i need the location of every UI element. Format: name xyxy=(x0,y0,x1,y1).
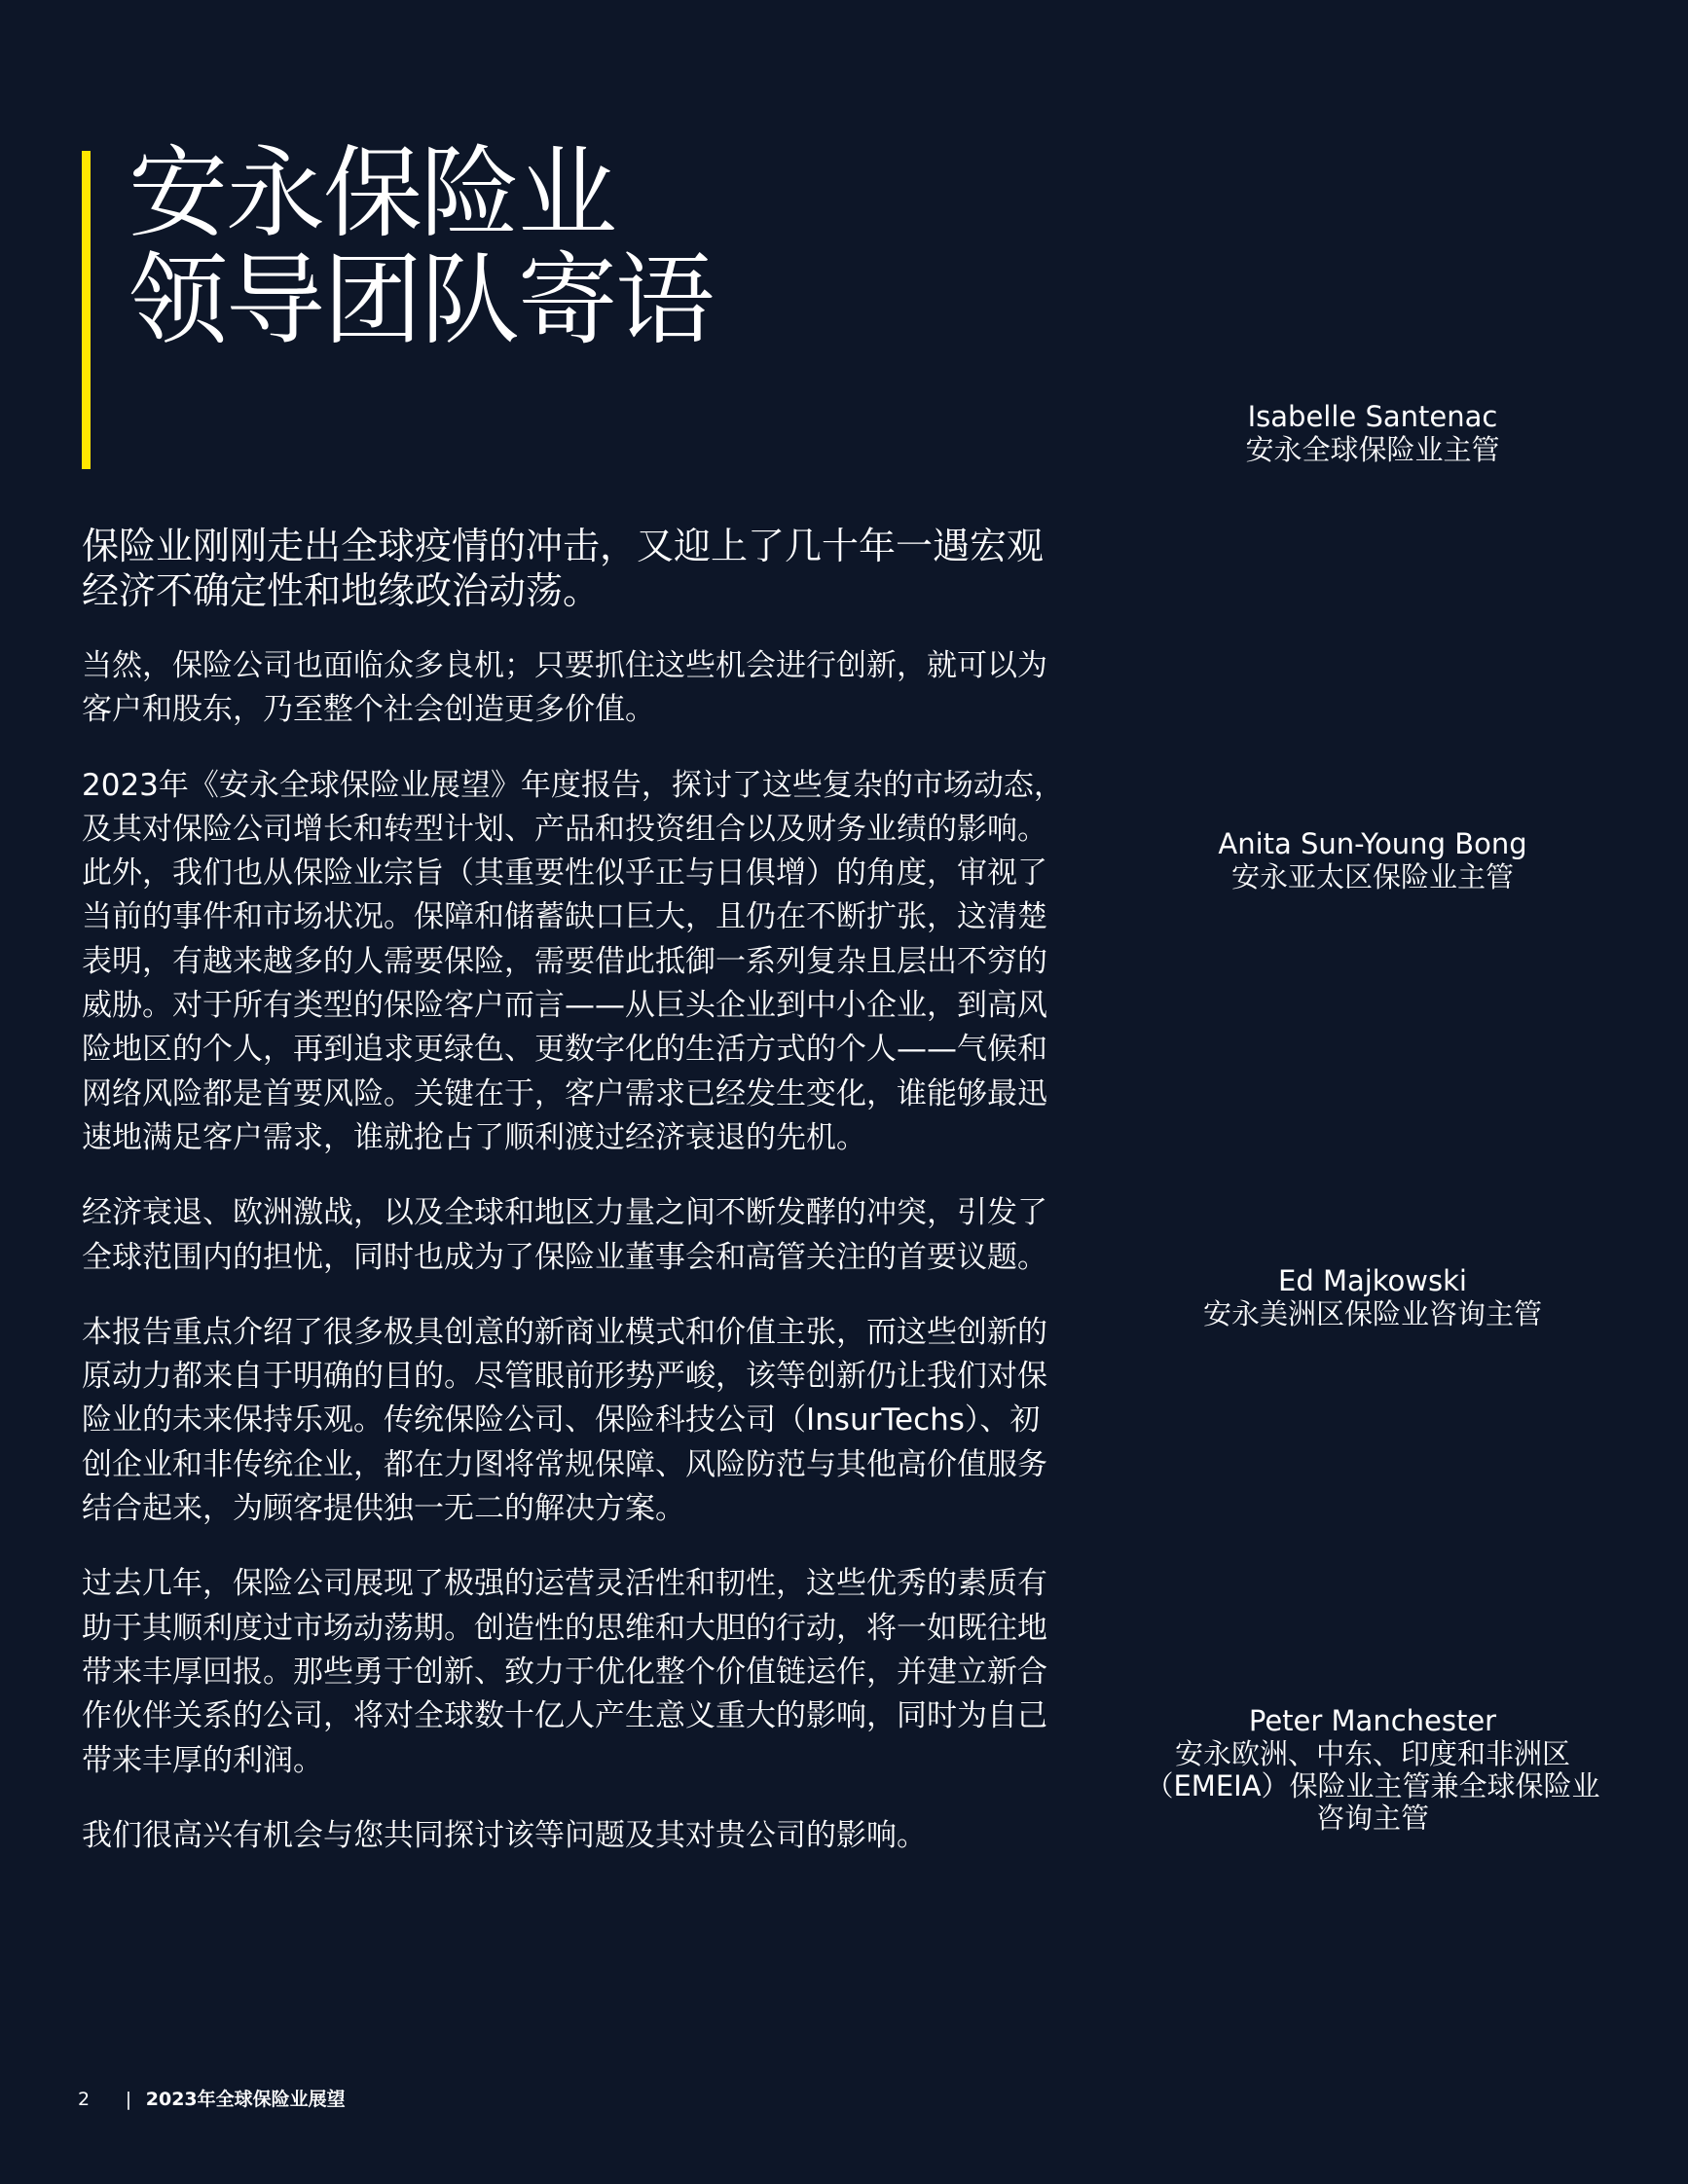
title-accent-bar xyxy=(82,151,91,469)
leader-role: 安永欧洲、中东、印度和非洲区 （EMEIA）保险业主管兼全球保险业 咨询主管 xyxy=(1145,1737,1600,1835)
page-number: 2 xyxy=(78,2089,91,2110)
page-title-line-1: 安永保险业 xyxy=(128,136,615,252)
body-paragraph-5: 过去几年，保险公司展现了极强的运营灵活性和韧性，这些优秀的素质有助于其顺利度过市场动荡期。创造性的思维和大胆的行动，将一如既往地带来丰厚回报。那些勇于创新、致力于优化整个价值链运作，并建立新合作伙伴关系的公司，将对全球数十亿人产生意义重大的影响，同时为自己带来丰厚的利润。 xyxy=(82,1566,1047,1778)
main-column xyxy=(82,524,1065,1889)
leader-name: Isabelle Santenac xyxy=(1247,400,1498,433)
leader-card-ed-majkowski xyxy=(1139,1263,1606,1330)
page-footer xyxy=(78,2085,346,2111)
body-paragraph-1: 当然，保险公司也面临众多良机；只要抓住这些机会进行创新，就可以为客户和股东，乃至整个社会创造更多价值。 xyxy=(82,648,1047,728)
body-paragraph-6: 我们很高兴有机会与您共同探讨该等问题及其对贵公司的影响。 xyxy=(82,1817,927,1853)
leader-role: 安永亚太区保险业主管 xyxy=(1230,860,1514,893)
page-title-line-2: 领导团队寄语 xyxy=(128,243,713,359)
leader-role: 安永全球保险业主管 xyxy=(1245,433,1500,466)
footer-separator: | xyxy=(125,2089,132,2110)
lead-paragraph: 保险业刚刚走出全球疫情的冲击，又迎上了几十年一遇宏观经济不确定性和地缘政治动荡。 xyxy=(82,525,1045,612)
leader-name: Ed Majkowski xyxy=(1278,1264,1467,1297)
publication-title: 2023年全球保险业展望 xyxy=(145,2089,346,2110)
leader-name: Peter Manchester xyxy=(1248,1704,1497,1737)
leader-card-isabelle-santenac xyxy=(1139,399,1606,466)
page-title xyxy=(128,136,713,359)
leader-role: 安永美洲区保险业咨询主管 xyxy=(1202,1297,1542,1330)
leader-card-anita-sun-young-bong xyxy=(1139,826,1606,893)
body-paragraph-2: 2023年《安永全球保险业展望》年度报告，探讨了这些复杂的市场动态，及其对保险公司增长和转型计划、产品和投资组合以及财务业绩的影响。此外，我们也从保险业宗旨（其重要性似乎正与日俱增）的角度，审视了当前的事件和市场状况。保障和储蓄缺口巨大，且仍在不断扩张，这清楚表明，有越来越多的人需要保险，需要借此抵御一系列复杂且层出不穷的威胁。对于所有类型的保险客户而言——从巨头企业到中小企业，到高风险地区的个人，再到追求更绿色、更数字化的生活方式的个人——气候和网络风险都是首要风险。关键在于，客户需求已经发生变化，谁能够最迅速地满足客户需求，谁就抢占了顺利渡过经济衰退的先机。 xyxy=(82,767,1064,1155)
leader-name: Anita Sun-Young Bong xyxy=(1218,827,1527,860)
body-paragraph-3: 经济衰退、欧洲激战，以及全球和地区力量之间不断发酵的冲突，引发了全球范围内的担忧，同时也成为了保险业董事会和高管关注的首要议题。 xyxy=(82,1195,1047,1275)
leader-card-peter-manchester xyxy=(1139,1703,1606,1835)
body-paragraph-4: 本报告重点介绍了很多极具创意的新商业模式和价值主张，而这些创新的原动力都来自于明确的目的。尽管眼前形势严峻，该等创新仍让我们对保险业的未来保持乐观。传统保险公司、保险科技公司（InsurTechs）、初创企业和非传统企业，都在力图将常规保障、风险防范与其他高价值服务结合起来，为顾客提供独一无二的解决方案。 xyxy=(82,1314,1047,1527)
